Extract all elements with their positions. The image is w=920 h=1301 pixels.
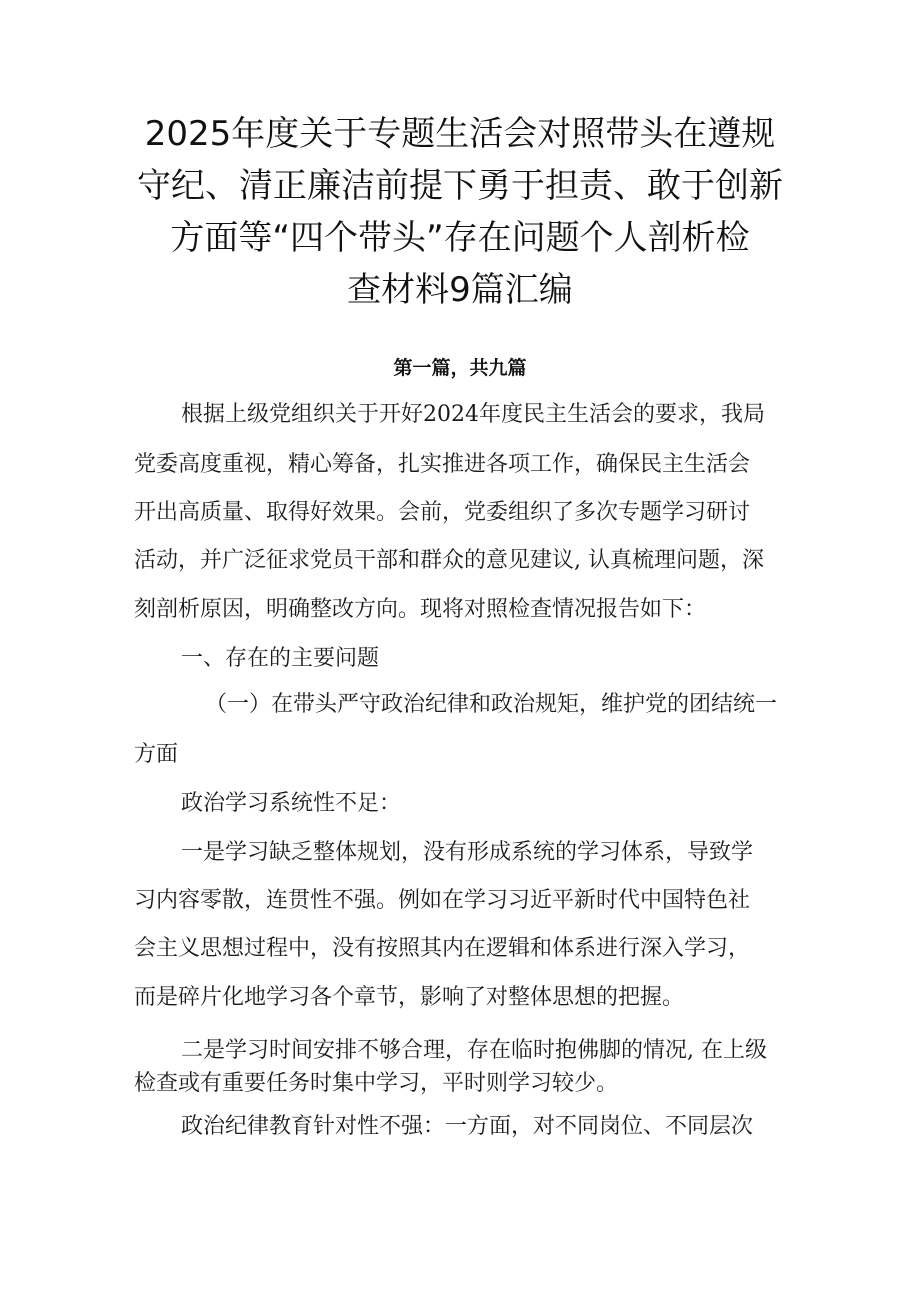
- point-one-line: 会主义思想过程中，没有按照其内在逻辑和体系进行深入学习，: [134, 936, 751, 961]
- intro-line: 活动，并广泛征求党员干部和群众的意见建议, 认真梳理问题，深: [134, 548, 764, 573]
- document-title: [130, 108, 790, 316]
- point-heading: 政治学习系统性不足：: [181, 791, 402, 816]
- subsection-heading-line: （一）在带头严守政治纪律和政治规矩，维护党的团结统一: [205, 692, 778, 717]
- part-heading: 第一篇，共九篇: [393, 357, 527, 379]
- title-line: 2025年度关于专题生活会对照带头在遵规: [144, 114, 776, 154]
- point-two-line: 检查或有重要任务时集中学习，平时则学习较少。: [134, 1071, 619, 1096]
- discipline-line: 政治纪律教育针对性不强：一方面，对不同岗位、不同层次: [181, 1114, 754, 1139]
- title-line: 方面等“四个带头”存在问题个人剖析检: [170, 218, 750, 258]
- section-heading: 一、存在的主要问题: [181, 646, 380, 671]
- title-line: 守纪、清正廉洁前提下勇于担责、敢于创新: [137, 166, 783, 206]
- point-one-line: 而是碎片化地学习各个章节，影响了对整体思想的把握。: [134, 985, 685, 1010]
- point-one-line: 习内容零散，连贯性不强。例如在学习习近平新时代中国特色社: [134, 888, 751, 913]
- point-two-line: 二是学习时间安排不够合理，存在临时抱佛脚的情况, 在上级: [181, 1038, 767, 1063]
- intro-line: 党委高度重视，精心筹备，扎实推进各项工作，确保民主生活会: [134, 452, 751, 477]
- intro-line: 刻剖析原因，明确整改方向。现将对照检查情况报告如下：: [134, 597, 707, 622]
- intro-line: 开出高质量、取得好效果。会前，党委组织了多次专题学习研讨: [134, 500, 751, 525]
- subsection-heading-line: 方面: [134, 742, 179, 767]
- point-one-line: 一是学习缺乏整体规划，没有形成系统的学习体系，导致学: [181, 840, 754, 865]
- title-line: 查材料9篇汇编: [347, 270, 573, 310]
- intro-line: 根据上级党组织关于开好2024年度民主生活会的要求，我局: [181, 402, 765, 427]
